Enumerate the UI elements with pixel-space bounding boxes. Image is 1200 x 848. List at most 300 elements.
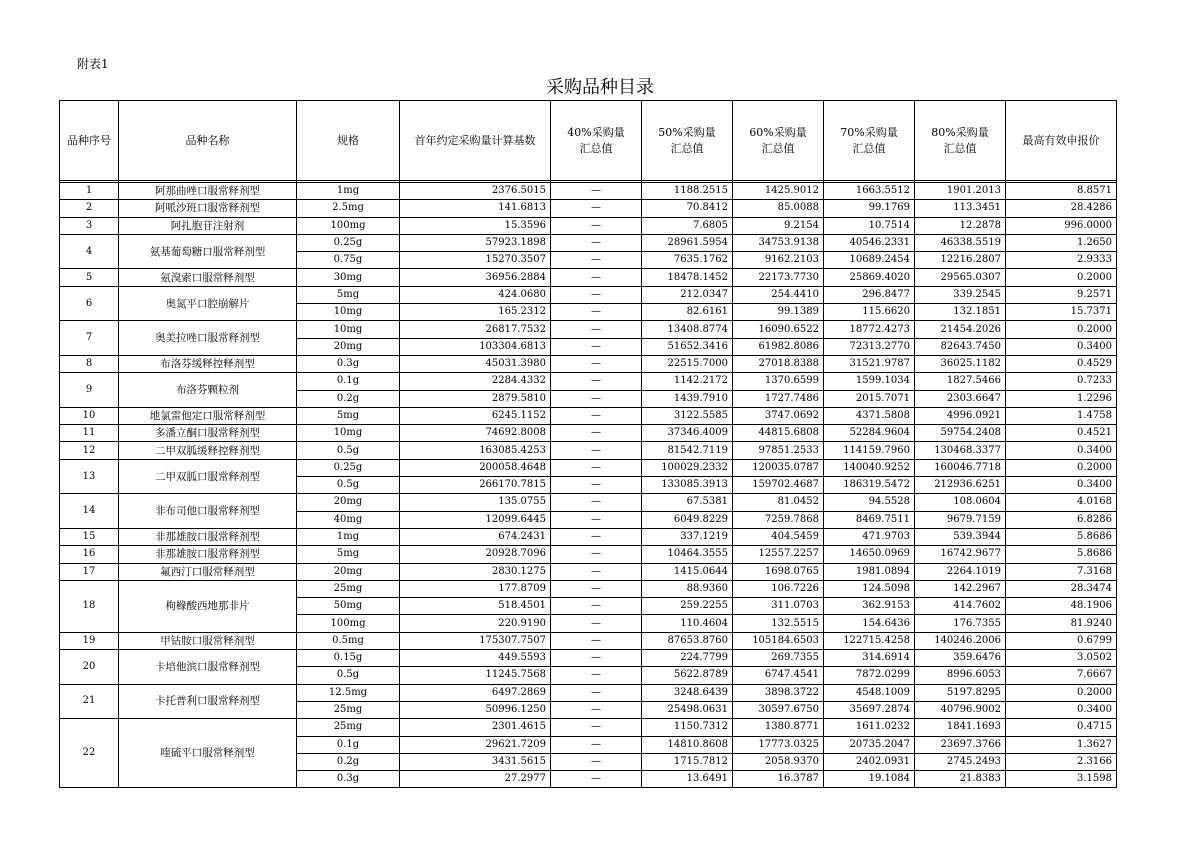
base-cell: 2879.5810 [400,390,551,407]
p80-cell: 140246.2006 [915,632,1006,649]
p80-cell: 82643.7450 [915,338,1006,355]
base-cell: 6497.2869 [400,684,551,701]
price-cell: 0.3400 [1006,338,1117,355]
price-cell: 8.8571 [1006,183,1117,200]
drug-name-cell: 非布司他口服常释剂型 [119,494,297,529]
spec-cell: 20mg [297,338,400,355]
base-cell: 36956.2884 [400,269,551,286]
p70-cell: 122715.4258 [824,632,915,649]
p70-cell: 114159.7960 [824,442,915,459]
spec-cell: 0.3g [297,771,400,788]
seq-cell: 10 [60,407,119,424]
spec-cell: 30mg [297,269,400,286]
spec-cell: 0.25g [297,459,400,476]
seq-cell: 3 [60,217,119,234]
seq-cell: 5 [60,269,119,286]
seq-cell: 13 [60,459,119,494]
price-cell: 7.6667 [1006,667,1117,684]
p60-cell: 2058.9370 [733,753,824,770]
seq-cell: 20 [60,650,119,685]
p40-cell: — [551,234,642,251]
table-row [60,684,1117,701]
p60-cell: 159702.4687 [733,477,824,494]
spec-cell: 20mg [297,563,400,580]
p80-cell: 130468.3377 [915,442,1006,459]
table-row [60,183,1117,200]
p40-cell: — [551,701,642,718]
drug-name-cell: 布洛芬颗粒剂 [119,373,297,408]
p40-cell: — [551,563,642,580]
p60-cell: 27018.8388 [733,355,824,372]
drug-name-cell: 布洛芬缓释控释剂型 [119,355,297,372]
price-cell: 1.3627 [1006,736,1117,753]
spec-cell: 40mg [297,511,400,528]
spec-cell: 5mg [297,407,400,424]
p70-cell: 72313.2770 [824,338,915,355]
table-row [60,425,1117,442]
p70-cell: 31521.9787 [824,355,915,372]
price-cell: 28.3474 [1006,580,1117,597]
p60-cell: 9.2154 [733,217,824,234]
p70-cell: 25869.4020 [824,269,915,286]
base-cell: 135.0755 [400,494,551,511]
price-cell: 5.8686 [1006,546,1117,563]
table-row [60,459,1117,476]
spec-cell: 10mg [297,425,400,442]
seq-cell: 18 [60,580,119,632]
drug-name-cell: 枸橼酸西地那非片 [119,580,297,632]
p40-cell: — [551,217,642,234]
p70-cell: 140040.9252 [824,459,915,476]
spec-cell: 100mg [297,615,400,632]
drug-name-cell: 阿哌沙班口服常释剂型 [119,200,297,217]
base-cell: 141.6813 [400,200,551,217]
spec-cell: 0.15g [297,650,400,667]
p50-cell: 1188.2515 [642,183,733,200]
p80-cell: 2303.6647 [915,390,1006,407]
p80-cell: 142.2967 [915,580,1006,597]
p70-cell: 4371.5808 [824,407,915,424]
p70-cell: 7872.0299 [824,667,915,684]
p50-cell: 1715.7812 [642,753,733,770]
table-row [60,528,1117,545]
table-row [60,650,1117,667]
base-cell: 2284.4332 [400,373,551,390]
base-cell: 2830.1275 [400,563,551,580]
p60-cell: 9162.2103 [733,252,824,269]
p40-cell: — [551,373,642,390]
spec-cell: 25mg [297,719,400,736]
p60-cell: 311.0703 [733,598,824,615]
p40-cell: — [551,494,642,511]
p80-cell: 9679.7159 [915,511,1006,528]
p80-cell: 21454.2026 [915,321,1006,338]
table-row [60,234,1117,251]
table-row [60,269,1117,286]
drug-name-cell: 二甲双胍口服常释剂型 [119,459,297,494]
base-cell: 175307.7507 [400,632,551,649]
header-name: 品种名称 [119,101,297,181]
p80-cell: 12216.2807 [915,252,1006,269]
header-base: 首年约定采购量计算基数 [400,101,551,181]
p60-cell: 16.3787 [733,771,824,788]
price-cell: 0.2000 [1006,269,1117,286]
base-cell: 26817.7532 [400,321,551,338]
spec-cell: 10mg [297,304,400,321]
spec-cell: 0.5mg [297,632,400,649]
p70-cell: 99.1769 [824,200,915,217]
p50-cell: 1439.7910 [642,390,733,407]
spec-cell: 100mg [297,217,400,234]
price-cell: 0.4521 [1006,425,1117,442]
base-cell: 3431.5615 [400,753,551,770]
base-cell: 20928.7096 [400,546,551,563]
p80-cell: 12.2878 [915,217,1006,234]
table-row [60,321,1117,338]
drug-name-cell: 甲钴胺口服常释剂型 [119,632,297,649]
p50-cell: 100029.2332 [642,459,733,476]
p60-cell: 105184.6503 [733,632,824,649]
p70-cell: 186319.5472 [824,477,915,494]
p40-cell: — [551,684,642,701]
price-cell: 0.3400 [1006,701,1117,718]
p40-cell: — [551,580,642,597]
seq-cell: 9 [60,373,119,408]
spec-cell: 0.1g [297,373,400,390]
spec-cell: 12.5mg [297,684,400,701]
base-cell: 57923.1898 [400,234,551,251]
p80-cell: 2745.2493 [915,753,1006,770]
p60-cell: 120035.0787 [733,459,824,476]
p70-cell: 1663.5512 [824,183,915,200]
p70-cell: 4548.1009 [824,684,915,701]
seq-cell: 7 [60,321,119,356]
drug-name-cell: 地氯雷他定口服常释剂型 [119,407,297,424]
p40-cell: — [551,425,642,442]
base-cell: 200058.4648 [400,459,551,476]
base-cell: 424.0680 [400,286,551,303]
p50-cell: 28961.5954 [642,234,733,251]
p50-cell: 81542.7119 [642,442,733,459]
header-seq: 品种序号 [60,101,119,181]
table-row [60,632,1117,649]
p50-cell: 13408.8774 [642,321,733,338]
p50-cell: 14810.8608 [642,736,733,753]
price-cell: 5.8686 [1006,528,1117,545]
p40-cell: — [551,719,642,736]
p50-cell: 88.9360 [642,580,733,597]
header-p80: 80%采购量 汇总值 [915,101,1006,181]
p70-cell: 35697.2874 [824,701,915,718]
p60-cell: 1727.7486 [733,390,824,407]
spec-cell: 0.3g [297,355,400,372]
p80-cell: 1841.1693 [915,719,1006,736]
p50-cell: 82.6161 [642,304,733,321]
p40-cell: — [551,632,642,649]
table-row [60,494,1117,511]
p40-cell: — [551,771,642,788]
p70-cell: 115.6620 [824,304,915,321]
p60-cell: 1380.8771 [733,719,824,736]
page-title: 采购品种目录 [546,77,654,98]
spec-cell: 5mg [297,546,400,563]
base-cell: 74692.8008 [400,425,551,442]
base-cell: 45031.3980 [400,355,551,372]
base-cell: 103304.6813 [400,338,551,355]
p70-cell: 8469.7511 [824,511,915,528]
p40-cell: — [551,667,642,684]
p80-cell: 1901.2013 [915,183,1006,200]
p70-cell: 20735.2047 [824,736,915,753]
p40-cell: — [551,598,642,615]
p40-cell: — [551,650,642,667]
p50-cell: 18478.1452 [642,269,733,286]
price-cell: 0.2000 [1006,321,1117,338]
header-p40: 40%采购量 汇总值 [551,101,642,181]
p40-cell: — [551,615,642,632]
drug-name-cell: 阿那曲唑口服常释剂型 [119,183,297,200]
procurement-table [59,100,1117,788]
spec-cell: 0.2g [297,390,400,407]
header-p50: 50%采购量 汇总值 [642,101,733,181]
p50-cell: 22515.7000 [642,355,733,372]
p40-cell: — [551,511,642,528]
header-spec: 规格 [297,101,400,181]
p80-cell: 8996.6053 [915,667,1006,684]
drug-name-cell: 奥氮平口腔崩解片 [119,286,297,321]
p60-cell: 254.4410 [733,286,824,303]
p60-cell: 34753.9138 [733,234,824,251]
p40-cell: — [551,183,642,200]
base-cell: 2376.5015 [400,183,551,200]
p80-cell: 132.1851 [915,304,1006,321]
p40-cell: — [551,252,642,269]
spec-cell: 0.5g [297,477,400,494]
p60-cell: 1698.0765 [733,563,824,580]
p60-cell: 44815.6808 [733,425,824,442]
p40-cell: — [551,753,642,770]
p60-cell: 99.1389 [733,304,824,321]
p40-cell: — [551,459,642,476]
price-cell: 28.4286 [1006,200,1117,217]
base-cell: 449.5593 [400,650,551,667]
table-row [60,355,1117,372]
p80-cell: 539.3944 [915,528,1006,545]
drug-name-cell: 氨溴索口服常释剂型 [119,269,297,286]
base-cell: 11245.7568 [400,667,551,684]
drug-name-cell: 多潘立酮口服常释剂型 [119,425,297,442]
p50-cell: 337.1219 [642,528,733,545]
p60-cell: 61982.8086 [733,338,824,355]
seq-cell: 21 [60,684,119,719]
drug-name-cell: 喹硫平口服常释剂型 [119,719,297,788]
p80-cell: 36025.1182 [915,355,1006,372]
appendix-label: 附表1 [77,57,109,71]
p40-cell: — [551,338,642,355]
p60-cell: 3747.0692 [733,407,824,424]
spec-cell: 0.25g [297,234,400,251]
seq-cell: 19 [60,632,119,649]
p50-cell: 7.6805 [642,217,733,234]
p70-cell: 471.9703 [824,528,915,545]
table-row [60,546,1117,563]
base-cell: 220.9190 [400,615,551,632]
spec-cell: 25mg [297,580,400,597]
seq-cell: 14 [60,494,119,529]
p80-cell: 1827.5466 [915,373,1006,390]
p80-cell: 2264.1019 [915,563,1006,580]
spec-cell: 1mg [297,528,400,545]
price-cell: 0.2000 [1006,684,1117,701]
p80-cell: 212936.6251 [915,477,1006,494]
price-cell: 1.2650 [1006,234,1117,251]
p60-cell: 81.0452 [733,494,824,511]
header-p60: 60%采购量 汇总值 [733,101,824,181]
table-row [60,407,1117,424]
p60-cell: 6747.4541 [733,667,824,684]
p80-cell: 176.7355 [915,615,1006,632]
base-cell: 29621.7209 [400,736,551,753]
seq-cell: 12 [60,442,119,459]
base-cell: 518.4501 [400,598,551,615]
p50-cell: 67.5381 [642,494,733,511]
spec-cell: 0.5g [297,442,400,459]
price-cell: 0.2000 [1006,459,1117,476]
base-cell: 15270.3507 [400,252,551,269]
p70-cell: 19.1084 [824,771,915,788]
p40-cell: — [551,304,642,321]
p40-cell: — [551,269,642,286]
price-cell: 15.7371 [1006,304,1117,321]
table-row [60,442,1117,459]
p80-cell: 113.3451 [915,200,1006,217]
base-cell: 15.3596 [400,217,551,234]
p70-cell: 40546.2331 [824,234,915,251]
price-cell: 1.4758 [1006,407,1117,424]
seq-cell: 22 [60,719,119,788]
p50-cell: 6049.8229 [642,511,733,528]
p80-cell: 29565.0307 [915,269,1006,286]
spec-cell: 2.5mg [297,200,400,217]
p70-cell: 154.6436 [824,615,915,632]
drug-name-cell: 非那雄胺口服常释剂型 [119,546,297,563]
base-cell: 50996.1250 [400,701,551,718]
p70-cell: 14650.0969 [824,546,915,563]
table-row [60,286,1117,303]
p80-cell: 21.8383 [915,771,1006,788]
p40-cell: — [551,736,642,753]
p70-cell: 314.6914 [824,650,915,667]
p80-cell: 5197.8295 [915,684,1006,701]
p60-cell: 17773.0325 [733,736,824,753]
p70-cell: 2402.0931 [824,753,915,770]
p60-cell: 85.0088 [733,200,824,217]
drug-name-cell: 氨基葡萄糖口服常释剂型 [119,234,297,269]
p50-cell: 70.8412 [642,200,733,217]
p60-cell: 1370.6599 [733,373,824,390]
p70-cell: 94.5528 [824,494,915,511]
p60-cell: 3898.3722 [733,684,824,701]
p80-cell: 339.2545 [915,286,1006,303]
p70-cell: 52284.9604 [824,425,915,442]
base-cell: 177.8709 [400,580,551,597]
p80-cell: 4996.0921 [915,407,1006,424]
seq-cell: 17 [60,563,119,580]
p60-cell: 30597.6750 [733,701,824,718]
spec-cell: 5mg [297,286,400,303]
seq-cell: 4 [60,234,119,269]
p50-cell: 259.2255 [642,598,733,615]
price-cell: 2.3166 [1006,753,1117,770]
p50-cell: 133085.3913 [642,477,733,494]
spec-cell: 0.2g [297,753,400,770]
table-row [60,580,1117,597]
p70-cell: 2015.7071 [824,390,915,407]
price-cell: 3.1598 [1006,771,1117,788]
spec-cell: 0.1g [297,736,400,753]
price-cell: 2.9333 [1006,252,1117,269]
seq-cell: 8 [60,355,119,372]
p40-cell: — [551,442,642,459]
p50-cell: 3122.5585 [642,407,733,424]
p60-cell: 16090.6522 [733,321,824,338]
price-cell: 3.0502 [1006,650,1117,667]
p80-cell: 40796.9002 [915,701,1006,718]
drug-name-cell: 非那雄胺口服常释剂型 [119,528,297,545]
base-cell: 6245.1152 [400,407,551,424]
p50-cell: 87653.8760 [642,632,733,649]
p40-cell: — [551,477,642,494]
base-cell: 27.2977 [400,771,551,788]
price-cell: 0.4715 [1006,719,1117,736]
spec-cell: 0.5g [297,667,400,684]
p60-cell: 1425.9012 [733,183,824,200]
p50-cell: 110.4604 [642,615,733,632]
seq-cell: 6 [60,286,119,321]
p80-cell: 108.0604 [915,494,1006,511]
p50-cell: 25498.0631 [642,701,733,718]
p50-cell: 7635.1762 [642,252,733,269]
table-body [60,181,1117,788]
p80-cell: 359.6476 [915,650,1006,667]
drug-name-cell: 二甲双胍缓释控释剂型 [119,442,297,459]
price-cell: 48.1906 [1006,598,1117,615]
seq-cell: 11 [60,425,119,442]
drug-name-cell: 奥美拉唑口服常释剂型 [119,321,297,356]
base-cell: 674.2431 [400,528,551,545]
base-cell: 2301.4615 [400,719,551,736]
p50-cell: 1142.2172 [642,373,733,390]
price-cell: 0.4529 [1006,355,1117,372]
price-cell: 9.2571 [1006,286,1117,303]
p80-cell: 23697.3766 [915,736,1006,753]
p40-cell: — [551,407,642,424]
p60-cell: 404.5459 [733,528,824,545]
drug-name-cell: 卡培他滨口服常释剂型 [119,650,297,685]
table-row [60,719,1117,736]
p50-cell: 1150.7312 [642,719,733,736]
p80-cell: 16742.9677 [915,546,1006,563]
seq-cell: 16 [60,546,119,563]
p40-cell: — [551,286,642,303]
spec-cell: 0.75g [297,252,400,269]
header-row [60,101,1117,181]
spec-cell: 20mg [297,494,400,511]
p50-cell: 10464.3555 [642,546,733,563]
p40-cell: — [551,528,642,545]
p80-cell: 46338.5519 [915,234,1006,251]
price-cell: 81.9240 [1006,615,1117,632]
